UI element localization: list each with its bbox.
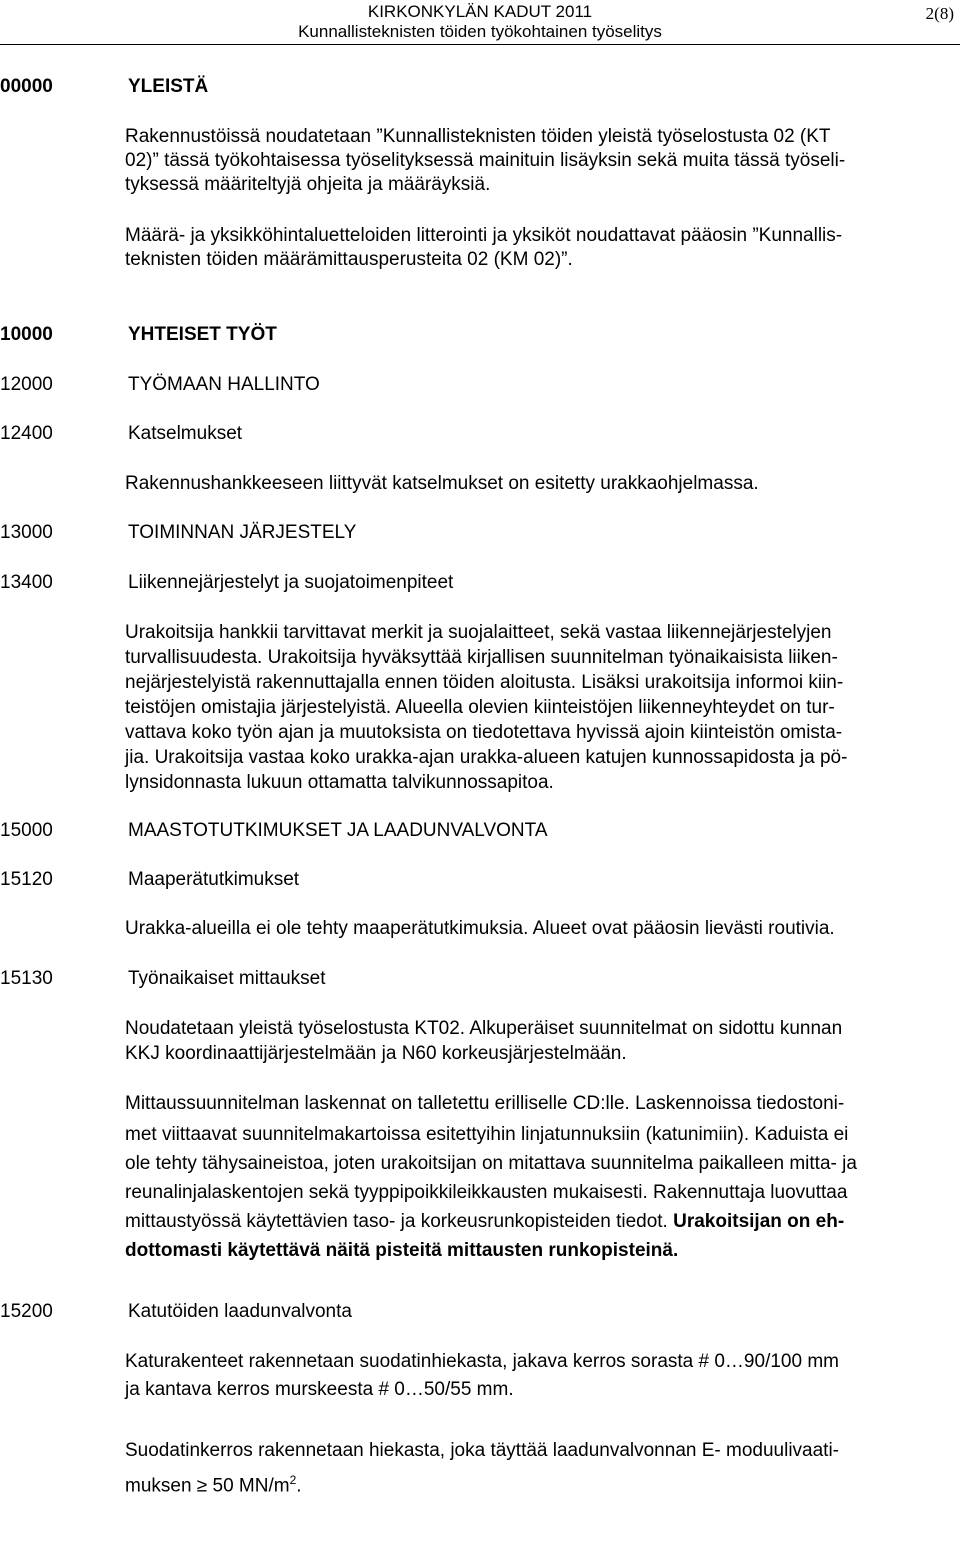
paragraph-line: nejärjestelyistä rakennuttajalla ennen töiden aloitusta. Lisäksi urakoitsija informoi kiin- [125, 672, 844, 693]
section-number: 13400 [0, 572, 53, 593]
paragraph-line: reunalinjalaskentojen sekä tyyppipoikkileikkausten mukaisesti. Rakennuttaja luovuttaa [125, 1182, 848, 1203]
section-number: 15000 [0, 820, 53, 841]
section-number: 15200 [0, 1301, 53, 1322]
header-rule [0, 44, 960, 45]
section-heading: YLEISTÄ [128, 76, 209, 97]
page-header [0, 0, 960, 42]
paragraph-line: Katurakenteet rakennetaan suodatinhiekasta, jakava kerros sorasta # 0…90/100 mm [125, 1351, 839, 1372]
section-number: 12000 [0, 374, 53, 395]
paragraph-line [125, 1211, 844, 1233]
paragraph-line: 02)” tässä työkohtaisessa työselityksessä mainituin lisäyksin sekä muita tässä työseli- [125, 150, 846, 171]
section-heading: Katutöiden laadunvalvonta [128, 1301, 352, 1322]
paragraph-line: ole tehty tähysaineistoa, joten urakoitsijan on mitattava suunnitelma paikalleen mitta- ja [125, 1153, 857, 1174]
paragraph-line: ja kantava kerros murskeesta # 0…50/55 mm. [125, 1379, 514, 1400]
paragraph-line: Rakennustöissä noudatetaan ”Kunnallisteknisten töiden yleistä työselostusta 02 (KT [125, 126, 831, 147]
paragraph-line [125, 1469, 302, 1497]
paragraph-line: turvallisuudesta. Urakoitsija hyväksyttää kirjallisen suunnitelman työnaikaisista liiken- [125, 647, 838, 668]
section-heading: MAASTOTUTKIMUKSET JA LAADUNVALVONTA [128, 820, 548, 841]
paragraph-line: Urakoitsija hankkii tarvittavat merkit ja suojalaitteet, sekä vastaa liikennejärjestelyjen [125, 622, 832, 643]
paragraph-line: Noudatetaan yleistä työselostusta KT02. Alkuperäiset suunnitelmat on sidottu kunnan [125, 1018, 843, 1039]
emphasis-line: dottomasti käytettävä näitä pisteitä mittausten runkopisteinä. [125, 1240, 679, 1261]
paragraph-line: Määrä- ja yksikköhintaluetteloiden litterointi ja yksiköt noudattavat pääosin ”Kunnallis- [125, 225, 843, 246]
paragraph-line: jia. Urakoitsija vastaa koko urakka-ajan urakka-alueen katujen kunnossapidosta ja pö- [125, 747, 848, 768]
paragraph-line: Mittaussuunnitelman laskennat on talletettu erilliselle CD:lle. Laskennoissa tiedostoni- [125, 1093, 845, 1114]
page-number: 2(8) [925, 4, 954, 23]
superscript: 2 [289, 1473, 297, 1487]
document-title: KIRKONKYLÄN KADUT 2011 [367, 2, 593, 21]
section-number: 00000 [0, 76, 53, 97]
section-heading: Katselmukset [128, 423, 243, 444]
section-number: 10000 [0, 324, 53, 345]
paragraph-line: Rakennushankkeeseen liittyvät katselmukset on esitetty urakkaohjelmassa. [125, 473, 759, 494]
paragraph-line: KKJ koordinaattijärjestelmään ja N60 korkeusjärjestelmään. [125, 1043, 627, 1064]
section-heading: Maaperätutkimukset [128, 869, 300, 890]
emphasis-text: Urakoitsijan on eh- [673, 1211, 845, 1232]
paragraph-line: teistöjen omistajia järjestelyistä. Alueella olevien kiinteistöjen liikenneyhteydet on tur- [125, 697, 835, 718]
paragraph-line: teknisten töiden määrämittausperusteita 02 (KM 02)”. [125, 249, 573, 270]
paragraph-line: Urakka-alueilla ei ole tehty maaperätutkimuksia. Alueet ovat pääosin lievästi routivia. [125, 918, 835, 939]
section-heading: Työnaikaiset mittaukset [128, 968, 326, 989]
section-heading: YHTEISET TYÖT [128, 324, 277, 345]
section-number: 15130 [0, 968, 53, 989]
paragraph-line: Suodatinkerros rakennetaan hiekasta, joka täyttää laadunvalvonnan E- moduulivaati- [125, 1440, 840, 1461]
paragraph-line: vattava koko työn ajan ja muutoksista on tiedotettava hyvissä ajoin kiinteistön omista- [125, 722, 843, 743]
text-span: . [296, 1475, 302, 1497]
section-number: 15120 [0, 869, 53, 890]
section-number: 13000 [0, 522, 53, 543]
section-heading: TYÖMAAN HALLINTO [128, 374, 320, 395]
section-heading: Liikennejärjestelyt ja suojatoimenpiteet [128, 572, 454, 593]
section-number: 12400 [0, 423, 53, 444]
section-heading: TOIMINNAN JÄRJESTELY [128, 522, 357, 543]
paragraph-line: lynsidonnasta lukuun ottamatta talvikunnossapitoa. [125, 772, 554, 793]
text-span: muksen ≥ 50 MN/m [125, 1475, 290, 1497]
text-span: mittaustyössä käytettävien taso- ja korkeusrunkopisteiden tiedot. [125, 1211, 668, 1232]
paragraph-line: met viittaavat suunnitelmakartoissa esitettyihin linjatunnuksiin (katunimiin). Kaduista ei [125, 1124, 849, 1145]
document-subtitle: Kunnallisteknisten töiden työkohtainen työselitys [298, 22, 662, 41]
paragraph-line: tyksessä määriteltyjä ohjeita ja määräyksiä. [125, 174, 491, 195]
